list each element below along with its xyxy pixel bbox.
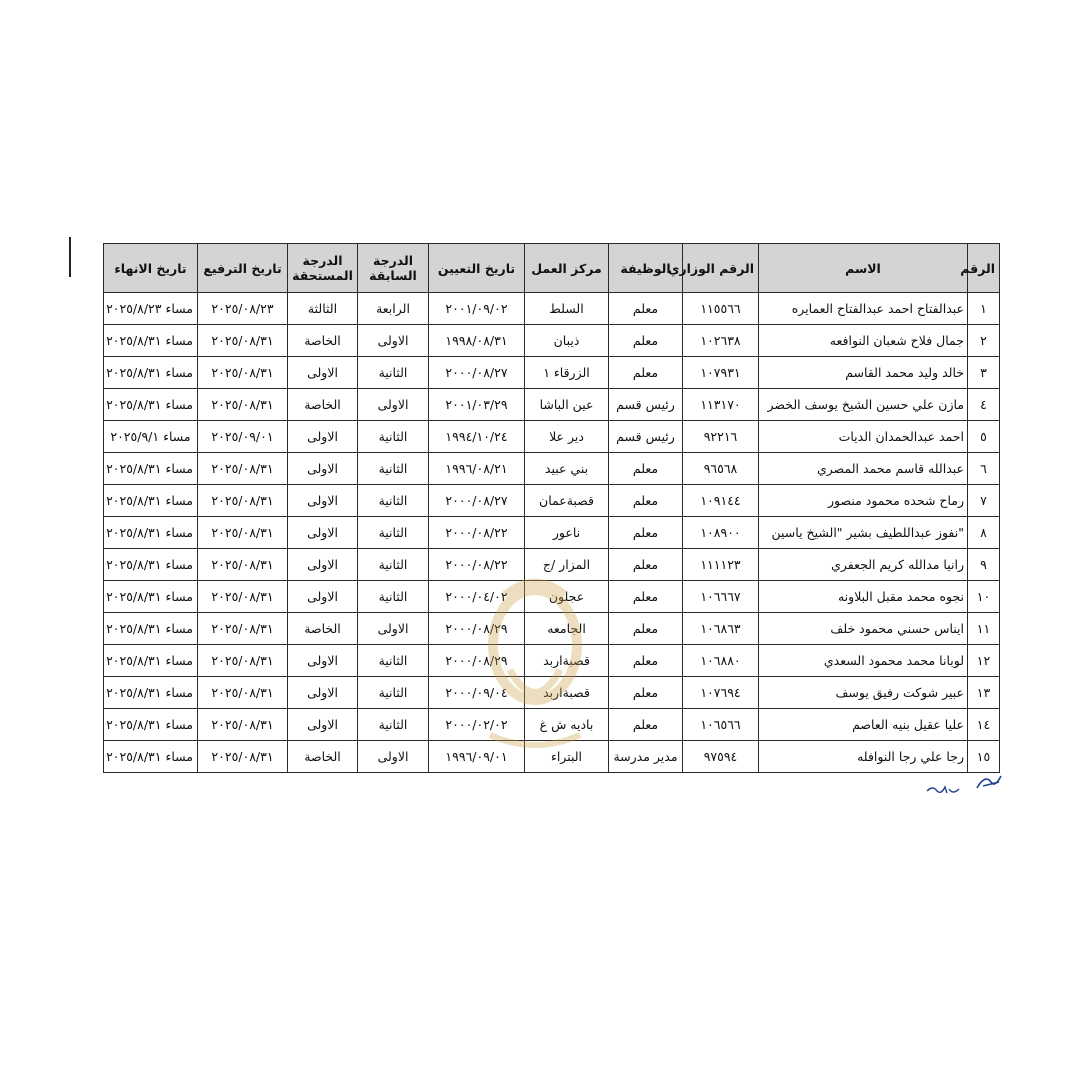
page-edge-mark	[69, 237, 71, 277]
promotion-date: ٢٠٢٥/٠٩/٠١	[198, 421, 288, 453]
job-title: معلم	[609, 517, 683, 549]
due-grade: الخاصة	[288, 325, 358, 357]
previous-grade: الثانية	[358, 709, 429, 741]
row-number: ١٥	[968, 741, 1000, 773]
job-title: معلم	[609, 357, 683, 389]
employee-name: عبير شوكت رفيق يوسف	[759, 677, 968, 709]
employee-name: عبدالفتاح احمد عبدالفتاح العمايره	[759, 293, 968, 325]
previous-grade: الاولى	[358, 741, 429, 773]
work-center: قصبةاربد	[525, 645, 609, 677]
work-center: المزار /ج	[525, 549, 609, 581]
ministry-number: ١٠٢٦٣٨	[683, 325, 759, 357]
employee-name: رماح شحده محمود منصور	[759, 485, 968, 517]
end-date: مساء ٢٠٢٥/٨/٣١	[104, 613, 198, 645]
end-date: مساء ٢٠٢٥/٨/٣١	[104, 741, 198, 773]
ministry-number: ١١١١٢٣	[683, 549, 759, 581]
promotion-date: ٢٠٢٥/٠٨/٣١	[198, 581, 288, 613]
row-number: ٨	[968, 517, 1000, 549]
end-date: مساء ٢٠٢٥/٨/٣١	[104, 357, 198, 389]
previous-grade: الاولى	[358, 325, 429, 357]
ministry-number: ١٠٦٨٨٠	[683, 645, 759, 677]
due-grade: الاولى	[288, 517, 358, 549]
previous-grade: الثانية	[358, 645, 429, 677]
appointment-date: ١٩٩٨/٠٨/٣١	[429, 325, 525, 357]
end-date: مساء ٢٠٢٥/٨/٢٣	[104, 293, 198, 325]
end-date: مساء ٢٠٢٥/٨/٣١	[104, 453, 198, 485]
table-row	[104, 677, 1000, 709]
ministry-number: ١٠٨٩٠٠	[683, 517, 759, 549]
ministry-number: ٩٢٢١٦	[683, 421, 759, 453]
work-center: قصبةعمان	[525, 485, 609, 517]
job-title: معلم	[609, 453, 683, 485]
ministry-number: ١١٥٥٦٦	[683, 293, 759, 325]
table-row	[104, 389, 1000, 421]
job-title: رئيس قسم	[609, 389, 683, 421]
end-date: مساء ٢٠٢٥/٩/١	[104, 421, 198, 453]
due-grade: الخاصة	[288, 389, 358, 421]
header-job: الوظيفة	[609, 244, 683, 293]
appointment-date: ٢٠٠٠/٠٨/٢٢	[429, 549, 525, 581]
work-center: الزرقاء ١	[525, 357, 609, 389]
promotion-date: ٢٠٢٥/٠٨/٣١	[198, 453, 288, 485]
header-end-date: تاريخ الانهاء	[104, 244, 198, 293]
employee-name: عبدالله قاسم محمد المصري	[759, 453, 968, 485]
header-promotion-date: تاريخ الترفيع	[198, 244, 288, 293]
promotion-date: ٢٠٢٥/٠٨/٣١	[198, 517, 288, 549]
previous-grade: الرابعة	[358, 293, 429, 325]
promotion-table-container	[103, 243, 999, 773]
end-date: مساء ٢٠٢٥/٨/٣١	[104, 485, 198, 517]
header-work-center: مركز العمل	[525, 244, 609, 293]
end-date: مساء ٢٠٢٥/٨/٣١	[104, 325, 198, 357]
due-grade: الاولى	[288, 485, 358, 517]
work-center: قصبةاربد	[525, 677, 609, 709]
appointment-date: ١٩٩٦/٠٩/٠١	[429, 741, 525, 773]
due-grade: الاولى	[288, 645, 358, 677]
work-center: ذيبان	[525, 325, 609, 357]
header-number: الرقم	[968, 244, 1000, 293]
work-center: باديه ش غ	[525, 709, 609, 741]
ministry-number: ١٠٦٥٦٦	[683, 709, 759, 741]
appointment-date: ٢٠٠٠/٠٩/٠٤	[429, 677, 525, 709]
due-grade: الخاصة	[288, 741, 358, 773]
table-row	[104, 421, 1000, 453]
appointment-date: ٢٠٠٠/٠٨/٢٩	[429, 613, 525, 645]
employee-name: ايناس حسني محمود خلف	[759, 613, 968, 645]
row-number: ١	[968, 293, 1000, 325]
table-body	[104, 293, 1000, 773]
appointment-date: ٢٠٠١/٠٣/٢٩	[429, 389, 525, 421]
ministry-number: ١٠٩١٤٤	[683, 485, 759, 517]
header-name: الاسم	[759, 244, 968, 293]
end-date: مساء ٢٠٢٥/٨/٣١	[104, 677, 198, 709]
header-ministry-number: الرقم الوزاري	[683, 244, 759, 293]
row-number: ١٠	[968, 581, 1000, 613]
appointment-date: ١٩٩٦/٠٨/٢١	[429, 453, 525, 485]
promotion-table	[103, 243, 1000, 773]
appointment-date: ٢٠٠٠/٠٢/٠٢	[429, 709, 525, 741]
due-grade: الاولى	[288, 453, 358, 485]
promotion-date: ٢٠٢٥/٠٨/٣١	[198, 549, 288, 581]
job-title: معلم	[609, 677, 683, 709]
due-grade: الاولى	[288, 581, 358, 613]
previous-grade: الثانية	[358, 517, 429, 549]
previous-grade: الثانية	[358, 453, 429, 485]
employee-name: "نفوز عبداللطيف بشير "الشيخ ياسين	[759, 517, 968, 549]
table-row	[104, 517, 1000, 549]
job-title: معلم	[609, 549, 683, 581]
job-title: معلم	[609, 709, 683, 741]
signature-mark	[975, 772, 1005, 792]
promotion-date: ٢٠٢٥/٠٨/٣١	[198, 357, 288, 389]
previous-grade: الثانية	[358, 581, 429, 613]
employee-name: رانيا مدالله كريم الجعفري	[759, 549, 968, 581]
initials-mark	[925, 781, 961, 797]
previous-grade: الثانية	[358, 677, 429, 709]
work-center: البتراء	[525, 741, 609, 773]
ministry-number: ١٠٦٦٦٧	[683, 581, 759, 613]
appointment-date: ١٩٩٤/١٠/٢٤	[429, 421, 525, 453]
promotion-date: ٢٠٢٥/٠٨/٣١	[198, 485, 288, 517]
job-title: مدير مدرسة	[609, 741, 683, 773]
job-title: رئيس قسم	[609, 421, 683, 453]
ministry-number: ١٠٧٩٣١	[683, 357, 759, 389]
table-row	[104, 485, 1000, 517]
table-row	[104, 645, 1000, 677]
appointment-date: ٢٠٠٠/٠٨/٢٧	[429, 485, 525, 517]
appointment-date: ٢٠٠٠/٠٨/٢٢	[429, 517, 525, 549]
work-center: السلط	[525, 293, 609, 325]
row-number: ١٢	[968, 645, 1000, 677]
employee-name: جمال فلاح شعبان النوافعه	[759, 325, 968, 357]
table-row	[104, 453, 1000, 485]
promotion-date: ٢٠٢٥/٠٨/٣١	[198, 613, 288, 645]
header-previous-grade: الدرجة السابقة	[358, 244, 429, 293]
promotion-date: ٢٠٢٥/٠٨/٣١	[198, 677, 288, 709]
header-appointment-date: تاريخ التعيين	[429, 244, 525, 293]
due-grade: الاولى	[288, 677, 358, 709]
row-number: ٢	[968, 325, 1000, 357]
previous-grade: الثانية	[358, 485, 429, 517]
ministry-number: ١١٣١٧٠	[683, 389, 759, 421]
due-grade: الاولى	[288, 357, 358, 389]
ministry-number: ٩٧٥٩٤	[683, 741, 759, 773]
promotion-date: ٢٠٢٥/٠٨/٢٣	[198, 293, 288, 325]
ministry-number: ١٠٦٨٦٣	[683, 613, 759, 645]
ministry-number: ٩٦٥٦٨	[683, 453, 759, 485]
end-date: مساء ٢٠٢٥/٨/٣١	[104, 517, 198, 549]
table-row	[104, 357, 1000, 389]
due-grade: الثالثة	[288, 293, 358, 325]
row-number: ٥	[968, 421, 1000, 453]
work-center: دير علا	[525, 421, 609, 453]
previous-grade: الاولى	[358, 613, 429, 645]
end-date: مساء ٢٠٢٥/٨/٣١	[104, 709, 198, 741]
row-number: ١٣	[968, 677, 1000, 709]
job-title: معلم	[609, 645, 683, 677]
promotion-date: ٢٠٢٥/٠٨/٣١	[198, 709, 288, 741]
previous-grade: الاولى	[358, 389, 429, 421]
employee-name: خالد وليد محمد القاسم	[759, 357, 968, 389]
ministry-number: ١٠٧٦٩٤	[683, 677, 759, 709]
due-grade: الاولى	[288, 709, 358, 741]
appointment-date: ٢٠٠٠/٠٨/٢٧	[429, 357, 525, 389]
job-title: معلم	[609, 613, 683, 645]
work-center: ناعور	[525, 517, 609, 549]
job-title: معلم	[609, 485, 683, 517]
previous-grade: الثانية	[358, 421, 429, 453]
appointment-date: ٢٠٠٠/٠٨/٢٩	[429, 645, 525, 677]
job-title: معلم	[609, 581, 683, 613]
table-row	[104, 613, 1000, 645]
table-header-row	[104, 244, 1000, 293]
end-date: مساء ٢٠٢٥/٨/٣١	[104, 645, 198, 677]
table-row	[104, 741, 1000, 773]
table-row	[104, 293, 1000, 325]
row-number: ١١	[968, 613, 1000, 645]
table-row	[104, 709, 1000, 741]
employee-name: مازن علي حسين الشيخ يوسف الخضر	[759, 389, 968, 421]
row-number: ٧	[968, 485, 1000, 517]
employee-name: احمد عبدالحمدان الديات	[759, 421, 968, 453]
appointment-date: ٢٠٠٠/٠٤/٠٢	[429, 581, 525, 613]
row-number: ٩	[968, 549, 1000, 581]
employee-name: عليا عقيل بنيه العاصم	[759, 709, 968, 741]
work-center: عجلون	[525, 581, 609, 613]
work-center: الجامعه	[525, 613, 609, 645]
job-title: معلم	[609, 293, 683, 325]
end-date: مساء ٢٠٢٥/٨/٣١	[104, 581, 198, 613]
end-date: مساء ٢٠٢٥/٨/٣١	[104, 389, 198, 421]
table-row	[104, 581, 1000, 613]
previous-grade: الثانية	[358, 357, 429, 389]
work-center: عين الباشا	[525, 389, 609, 421]
header-due-grade: الدرجة المستحقة	[288, 244, 358, 293]
due-grade: الاولى	[288, 549, 358, 581]
row-number: ٤	[968, 389, 1000, 421]
appointment-date: ٢٠٠١/٠٩/٠٢	[429, 293, 525, 325]
end-date: مساء ٢٠٢٥/٨/٣١	[104, 549, 198, 581]
due-grade: الاولى	[288, 421, 358, 453]
previous-grade: الثانية	[358, 549, 429, 581]
employee-name: رجا علي رجا النوافله	[759, 741, 968, 773]
due-grade: الخاصة	[288, 613, 358, 645]
row-number: ١٤	[968, 709, 1000, 741]
promotion-date: ٢٠٢٥/٠٨/٣١	[198, 741, 288, 773]
table-row	[104, 549, 1000, 581]
row-number: ٦	[968, 453, 1000, 485]
row-number: ٣	[968, 357, 1000, 389]
table-row	[104, 325, 1000, 357]
promotion-date: ٢٠٢٥/٠٨/٣١	[198, 325, 288, 357]
work-center: بني عبيد	[525, 453, 609, 485]
job-title: معلم	[609, 325, 683, 357]
employee-name: نجوه محمد مقبل البلاونه	[759, 581, 968, 613]
promotion-date: ٢٠٢٥/٠٨/٣١	[198, 389, 288, 421]
promotion-date: ٢٠٢٥/٠٨/٣١	[198, 645, 288, 677]
employee-name: لوبانا محمد محمود السعدي	[759, 645, 968, 677]
